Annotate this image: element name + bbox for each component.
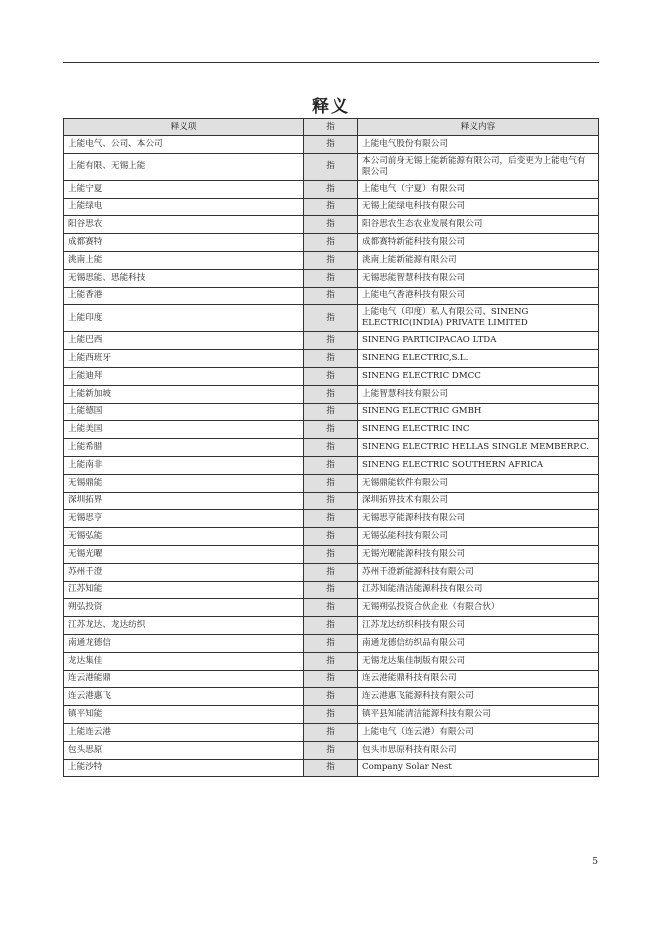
definition-content: 无锡思能智慧科技有限公司 [358,269,599,287]
definition-indicator: 指 [304,332,358,350]
definition-indicator: 指 [304,385,358,403]
definition-indicator: 指 [304,759,358,777]
definition-content: 上能电气（连云港）有限公司 [358,723,599,741]
definition-indicator: 指 [304,421,358,439]
definition-content: SINENG ELECTRIC GMBH [358,403,599,421]
table-row [64,492,599,510]
definition-content: 阳谷思农生态农业发展有限公司 [358,216,599,234]
table-row [64,528,599,546]
definition-indicator: 指 [304,136,358,154]
table-row [64,741,599,759]
header-mid: 指 [304,119,358,136]
definition-indicator: 指 [304,367,358,385]
definition-content: 无锡龙达集佳制版有限公司 [358,652,599,670]
table-row [64,332,599,350]
definition-content: 江苏龙达纺织科技有限公司 [358,617,599,635]
header-rule [63,62,599,63]
definition-term: 苏州千澄 [64,563,304,581]
definition-content: 南通龙德信纺织品有限公司 [358,634,599,652]
definition-content: SINENG PARTICIPACAO LTDA [358,332,599,350]
definition-term: 上能巴西 [64,332,304,350]
definition-indicator: 指 [304,474,358,492]
table-row [64,456,599,474]
definition-term: 上能迪拜 [64,367,304,385]
definition-content: 本公司前身无锡上能新能源有限公司，后变更为上能电气有限公司 [358,153,599,180]
definition-indicator: 指 [304,269,358,287]
definition-term: 上能德国 [64,403,304,421]
table-row [64,652,599,670]
definition-content: 洮南上能新能源有限公司 [358,251,599,269]
definition-content: 江苏知能清洁能源科技有限公司 [358,581,599,599]
definition-indicator: 指 [304,563,358,581]
definition-content: 上能智慧科技有限公司 [358,385,599,403]
definition-indicator: 指 [304,403,358,421]
definition-term: 上能有限、无锡上能 [64,153,304,180]
definition-term: 南通龙德信 [64,634,304,652]
definition-content: 连云港能鼎科技有限公司 [358,670,599,688]
definition-content: 上能电气股份有限公司 [358,136,599,154]
table-row [64,759,599,777]
table-row [64,350,599,368]
definition-term: 上能西班牙 [64,350,304,368]
table-row [64,474,599,492]
definition-content: SINENG ELECTRIC DMCC [358,367,599,385]
definition-content: SINENG ELECTRIC HELLAS SINGLE MEMBERP.C. [358,439,599,457]
table-row [64,385,599,403]
definition-content: SINENG ELECTRIC SOUTHERN AFRICA [358,456,599,474]
definition-term: 无锡思能、思能科技 [64,269,304,287]
definition-term: 无锡光曜 [64,545,304,563]
definition-indicator: 指 [304,198,358,216]
definition-content: SINENG ELECTRIC,S.L. [358,350,599,368]
definition-indicator: 指 [304,617,358,635]
definition-indicator: 指 [304,510,358,528]
definition-content: 连云港惠飞能源科技有限公司 [358,688,599,706]
definition-indicator: 指 [304,599,358,617]
definition-indicator: 指 [304,670,358,688]
definition-indicator: 指 [304,153,358,180]
definition-term: 龙达集佳 [64,652,304,670]
definition-term: 上能绿电 [64,198,304,216]
definition-indicator: 指 [304,305,358,332]
definition-term: 上能南非 [64,456,304,474]
definition-indicator: 指 [304,652,358,670]
definition-indicator: 指 [304,741,358,759]
table-row [64,670,599,688]
table-header-row [64,119,599,136]
definition-indicator: 指 [304,634,358,652]
table-row [64,216,599,234]
definition-term: 无锡鼎能 [64,474,304,492]
table-row [64,198,599,216]
definition-content: 苏州千澄新能源科技有限公司 [358,563,599,581]
definition-indicator: 指 [304,723,358,741]
definition-indicator: 指 [304,528,358,546]
definition-term: 上能香港 [64,287,304,305]
table-row [64,180,599,198]
definition-term: 深圳拓界 [64,492,304,510]
definition-term: 上能电气、公司、本公司 [64,136,304,154]
definition-indicator: 指 [304,216,358,234]
definition-content: 深圳拓界技术有限公司 [358,492,599,510]
definition-term: 江苏龙达、龙达纺织 [64,617,304,635]
table-row [64,688,599,706]
definition-indicator: 指 [304,545,358,563]
table-row [64,251,599,269]
definition-term: 无锡思亨 [64,510,304,528]
definition-indicator: 指 [304,456,358,474]
table-row [64,599,599,617]
definition-term: 无锡弘能 [64,528,304,546]
table-row [64,305,599,332]
definition-indicator: 指 [304,251,358,269]
definition-term: 成都赛特 [64,234,304,252]
table-row [64,617,599,635]
definition-indicator: 指 [304,688,358,706]
definition-content: 上能电气（宁夏）有限公司 [358,180,599,198]
table-row [64,403,599,421]
definition-indicator: 指 [304,350,358,368]
definition-indicator: 指 [304,180,358,198]
header-term: 释义项 [64,119,304,136]
definition-content: 无锡思亨能源科技有限公司 [358,510,599,528]
definition-term: 上能新加坡 [64,385,304,403]
definition-indicator: 指 [304,439,358,457]
definition-term: 连云港能鼎 [64,670,304,688]
definitions-table [63,118,599,777]
table-row [64,634,599,652]
table-row [64,234,599,252]
definition-indicator: 指 [304,706,358,724]
definition-indicator: 指 [304,287,358,305]
definition-term: 朔弘投资 [64,599,304,617]
table-row [64,269,599,287]
definition-content: SINENG ELECTRIC INC [358,421,599,439]
table-row [64,153,599,180]
definition-term: 镇平知能 [64,706,304,724]
definition-indicator: 指 [304,234,358,252]
definition-term: 阳谷思农 [64,216,304,234]
definition-term: 洮南上能 [64,251,304,269]
table-row [64,421,599,439]
definition-content: Company Solar Nest [358,759,599,777]
table-row [64,581,599,599]
definition-content: 无锡弘能科技有限公司 [358,528,599,546]
table-row [64,706,599,724]
definition-term: 上能连云港 [64,723,304,741]
table-row [64,367,599,385]
definition-indicator: 指 [304,492,358,510]
definition-term: 江苏知能 [64,581,304,599]
definition-content: 无锡鼎能软件有限公司 [358,474,599,492]
definition-content: 包头市思原科技有限公司 [358,741,599,759]
definition-term: 连云港惠飞 [64,688,304,706]
table-row [64,510,599,528]
definition-content: 上能电气（印度）私人有限公司、SINENG ELECTRIC(INDIA) PRIVATE LIMITED [358,305,599,332]
definition-indicator: 指 [304,581,358,599]
definition-content: 无锡光曜能源科技有限公司 [358,545,599,563]
table-row [64,136,599,154]
table-row [64,545,599,563]
definition-term: 上能印度 [64,305,304,332]
definition-content: 镇平县知能清洁能源科技有限公司 [358,706,599,724]
definition-term: 包头思原 [64,741,304,759]
header-definition: 释义内容 [358,119,599,136]
definition-term: 上能沙特 [64,759,304,777]
definition-content: 无锡上能绿电科技有限公司 [358,198,599,216]
table-row [64,439,599,457]
definition-content: 上能电气香港科技有限公司 [358,287,599,305]
table-row [64,287,599,305]
page-title: 释义 [312,97,350,117]
page-number: 5 [592,857,598,867]
definition-term: 上能宁夏 [64,180,304,198]
table-row [64,563,599,581]
definition-term: 上能美国 [64,421,304,439]
definition-content: 成都赛特新能科技有限公司 [358,234,599,252]
definition-term: 上能希腊 [64,439,304,457]
table-row [64,723,599,741]
definition-content: 无锡朔弘投资合伙企业（有限合伙） [358,599,599,617]
